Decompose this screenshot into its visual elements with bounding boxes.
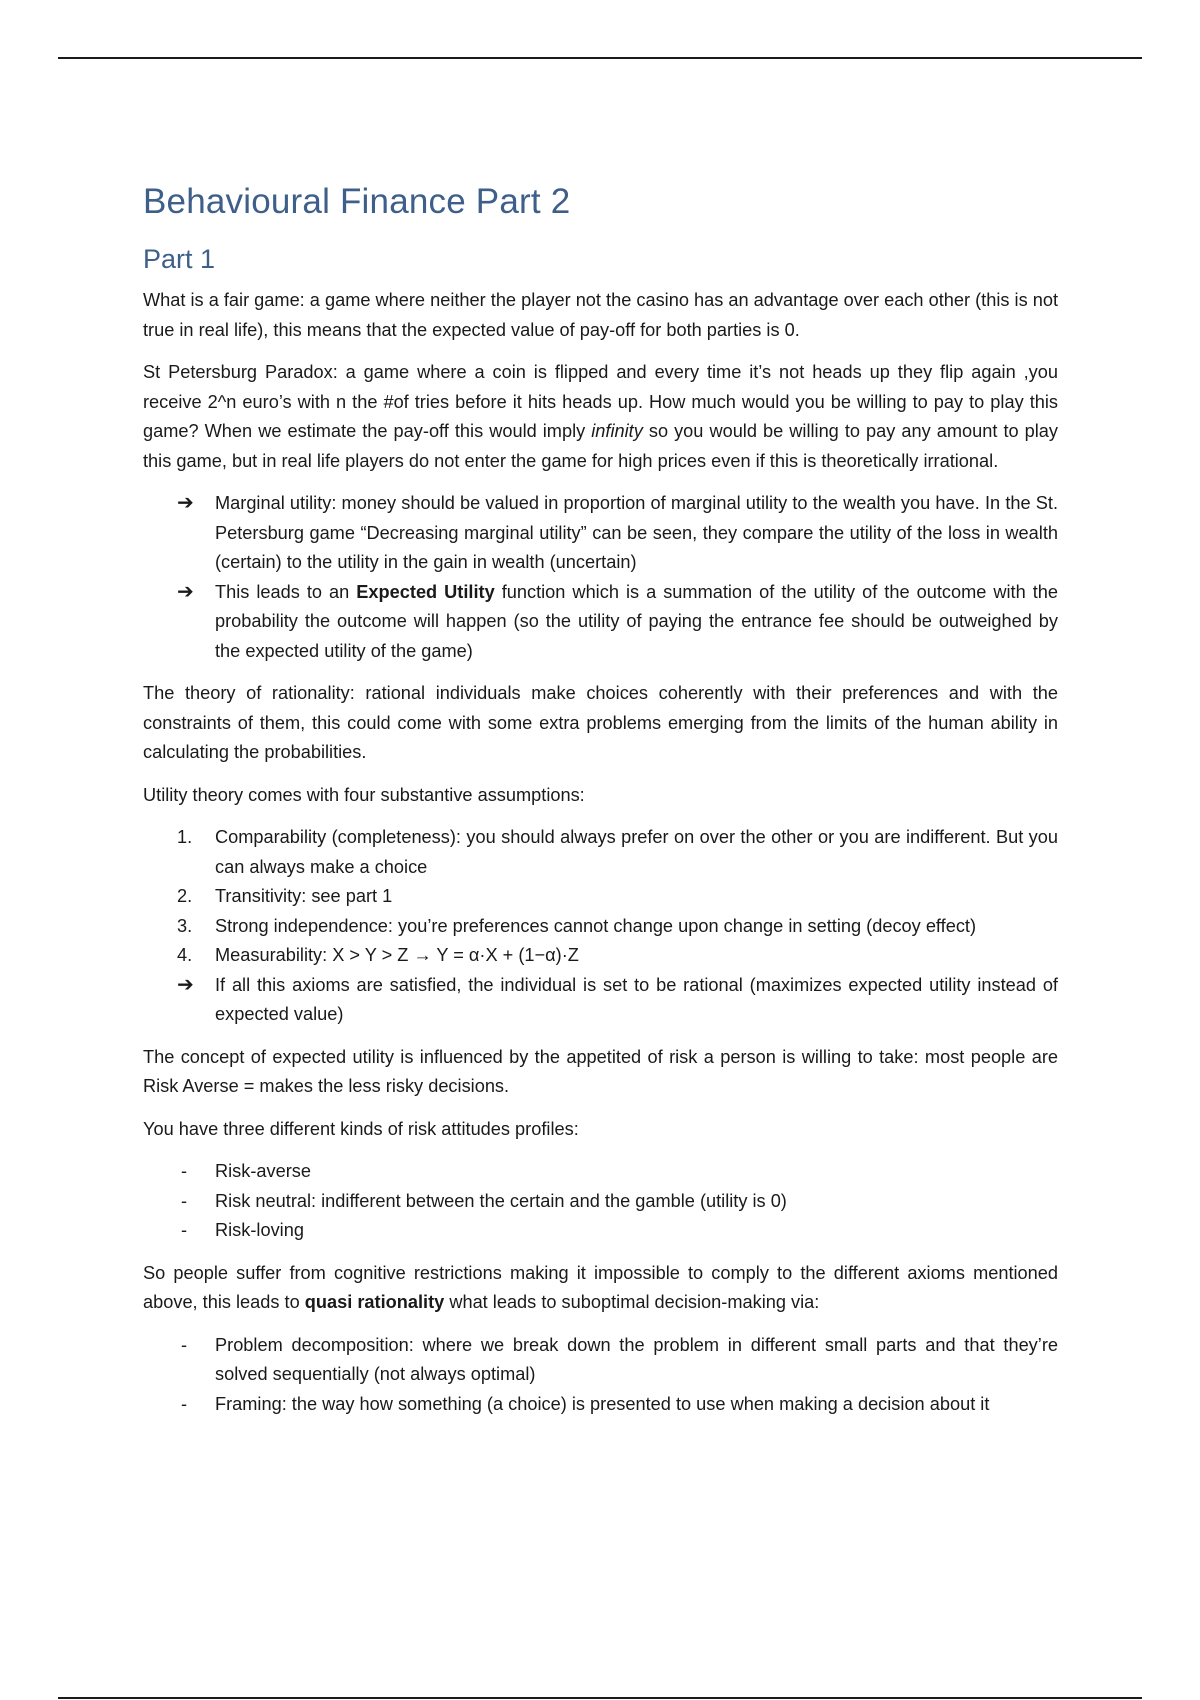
list-item: 4. Measurability: X > Y > Z → Y = α·X + (1−α)·Z — [177, 945, 579, 965]
decision-list — [143, 1331, 1058, 1420]
list-item: ➔ If all this axioms are satisfied, the individual is set to be rational (maximizes expected utility instead of expected value) — [143, 971, 1058, 1030]
paragraph-fair-game: What is a fair game: a game where neither the player not the casino has an advantage over each other (this is not true in real life), this means that the expected value of pay-off for both parties is 0. — [143, 290, 1058, 340]
arrow-bullet-icon: ➔ — [177, 973, 194, 996]
document-page — [143, 180, 1058, 1432]
dash-bullet-icon: - — [181, 1190, 188, 1211]
assumptions-list — [143, 823, 1058, 1030]
dash-bullet-icon: - — [181, 1393, 188, 1414]
document-title: Behavioural Finance Part 2 — [143, 182, 571, 221]
paragraph-expected-utility: The concept of expected utility is influenced by the appetited of risk a person is willing to take: most people are Risk Averse = makes the less risky decisions. — [143, 1046, 1058, 1096]
bold-quasi-rationality: quasi rationality — [304, 1292, 445, 1312]
list-item: ➔ Marginal utility: money should be valued in proportion of marginal utility to the wealth you have. In the St. Petersburg game “Decreasing marginal utility” can be seen, they compare the utility of the loss in wealth (certain) to the utility in the gain in wealth (uncertain) — [143, 489, 1058, 578]
emphasis-infinity: infinity — [591, 421, 643, 441]
arrow-list — [143, 489, 1058, 666]
list-item: - Problem decomposition: where we break down the problem in different small parts and that they’re solved sequentially (not always optimal) — [143, 1331, 1058, 1390]
list-item: - Framing: the way how something (a choice) is presented to use when making a decision about it — [143, 1390, 1058, 1420]
header-rule — [58, 57, 1142, 59]
list-item: - Risk neutral: indifferent between the certain and the gamble (utility is 0) — [143, 1187, 1058, 1217]
dash-bullet-icon: - — [181, 1220, 188, 1240]
arrow-bullet-icon: ➔ — [177, 492, 194, 514]
dash-bullet-icon: - — [181, 1161, 188, 1181]
list-item: 1. Comparability (completeness): you should always prefer on over the other or you are indifferent. But you can always make a choice — [177, 827, 1058, 877]
bold-expected-utility: Expected Utility — [356, 581, 495, 602]
list-item: 3. Strong independence: you’re preferences cannot change upon change in setting (decoy effect) — [177, 915, 977, 936]
list-item: - Risk-averse — [143, 1157, 1058, 1187]
section-heading: Part 1 — [143, 244, 216, 274]
list-item: 2. Transitivity: see part 1 — [177, 886, 393, 906]
risk-profiles-list — [143, 1157, 1058, 1246]
paragraph-st-petersburg: St Petersburg Paradox: a game where a coin is flipped and every time it’s not heads up they flip again ,you receive 2^n euro’s with n the #of tries before it hits heads up. How much would you be willing to pay to play this game? When we estimate the pay-off this would imply infinity so you would be willing to pay any amount to play this game, but in real life players do not enter the game for high prices even if this is theoretically irrational. — [143, 362, 1059, 471]
list-item: ➔ This leads to an Expected Utility function which is a summation of the utility of the outcome with the probability the outcome will happen (so the utility of paying the entrance fee should be outweighed by the expected utility of the game) — [143, 578, 1058, 667]
dash-bullet-icon: - — [181, 1334, 188, 1355]
footer-rule — [58, 1697, 1142, 1699]
list-item: - Risk-loving — [143, 1216, 1058, 1246]
paragraph-utility-theory: Utility theory comes with four substantive assumptions: — [143, 784, 585, 805]
paragraph-risk-attitudes: You have three different kinds of risk attitudes profiles: — [143, 1118, 579, 1139]
paragraph-rationality: The theory of rationality: rational individuals make choices coherently with their preferences and with the constraints of them, this could come with some extra problems emerging from the limits of the human ability in calculating the probabilities. — [143, 683, 1058, 762]
paragraph-quasi-rationality: So people suffer from cognitive restrictions making it impossible to comply to the different axioms mentioned above, this leads to quasi rationality what leads to suboptimal decision-making via: — [143, 1262, 1058, 1312]
arrow-bullet-icon: ➔ — [177, 580, 194, 603]
